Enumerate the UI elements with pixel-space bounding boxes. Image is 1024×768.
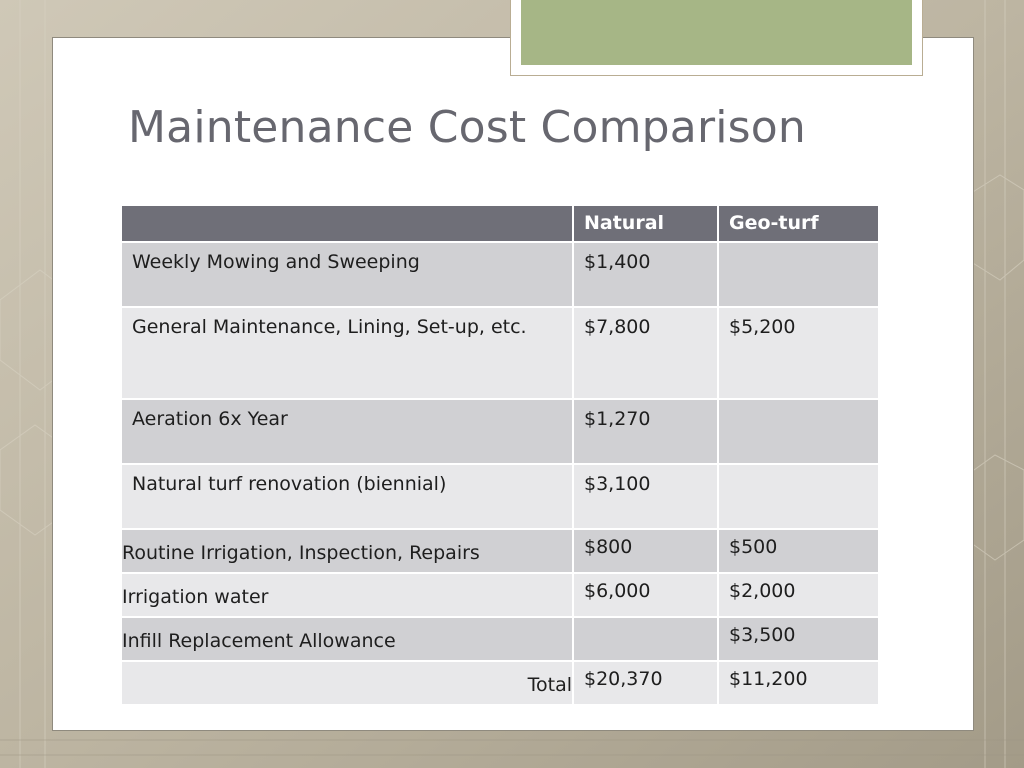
natural-cost: $1,270 <box>573 399 718 464</box>
accent-banner-fill <box>521 0 912 65</box>
geoturf-cost: $2,000 <box>718 573 879 617</box>
table-row <box>121 464 879 529</box>
header-cell-geoturf: Geo-turf <box>718 205 879 242</box>
geoturf-cost <box>718 464 879 529</box>
header-cell-natural: Natural <box>573 205 718 242</box>
geoturf-cost: $5,200 <box>718 307 879 399</box>
table-row <box>121 307 879 399</box>
accent-banner <box>510 0 923 76</box>
cost-comparison-table <box>120 204 880 706</box>
row-label: Natural turf renovation (biennial) <box>121 464 573 529</box>
natural-cost: $1,400 <box>573 242 718 307</box>
total-row <box>121 661 879 705</box>
row-label: Infill Replacement Allowance <box>121 617 573 661</box>
geoturf-cost <box>718 399 879 464</box>
natural-cost: $800 <box>573 529 718 573</box>
table-row <box>121 399 879 464</box>
row-label: Aeration 6x Year <box>121 399 573 464</box>
header-cell-label <box>121 205 573 242</box>
natural-cost: $6,000 <box>573 573 718 617</box>
natural-total: $20,370 <box>573 661 718 705</box>
row-label: General Maintenance, Lining, Set-up, etc. <box>121 307 573 399</box>
natural-cost: $3,100 <box>573 464 718 529</box>
table-row <box>121 242 879 307</box>
table-row <box>121 617 879 661</box>
total-label: Total <box>121 661 573 705</box>
geoturf-cost <box>718 242 879 307</box>
table-header-row <box>121 205 879 242</box>
natural-cost: $7,800 <box>573 307 718 399</box>
row-label: Routine Irrigation, Inspection, Repairs <box>121 529 573 573</box>
row-label: Irrigation water <box>121 573 573 617</box>
geoturf-cost: $3,500 <box>718 617 879 661</box>
geoturf-cost: $500 <box>718 529 879 573</box>
natural-cost <box>573 617 718 661</box>
table-row <box>121 529 879 573</box>
row-label: Weekly Mowing and Sweeping <box>121 242 573 307</box>
table-row <box>121 573 879 617</box>
geoturf-total: $11,200 <box>718 661 879 705</box>
slide-title: Maintenance Cost Comparison <box>128 102 806 153</box>
